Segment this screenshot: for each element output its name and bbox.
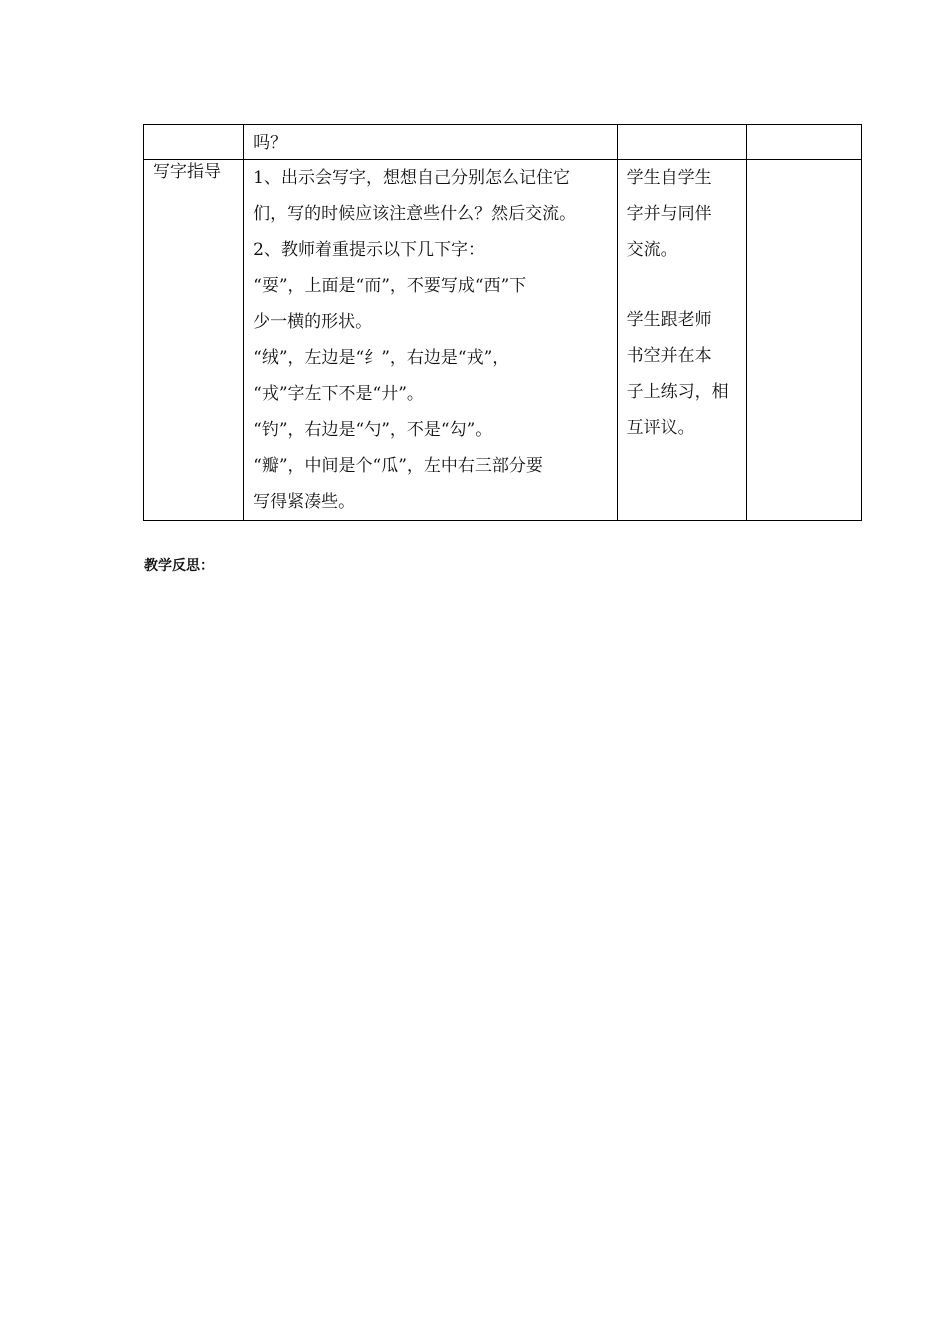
cell-note-empty [746,125,861,160]
lesson-plan-table [143,124,862,521]
cell-note-empty [746,160,861,521]
content-line: 写得紧凑些。 [253,492,356,512]
cell-label-empty [144,125,244,160]
content-line: 们，写的时候应该注意些什么？然后交流。 [253,204,577,224]
cell-content-continuation: 吗？ [244,125,618,160]
content-line: “耍”，上面是“而”，不要写成“西”下 [253,276,527,296]
content-line: “绒”，左边是“纟”，右边是“戎”， [253,348,510,368]
row-label: 写字指导 [153,162,221,182]
content-line: 1、出示会写字，想想自己分别怎么记住它 [253,168,570,188]
teaching-reflection-heading: 教学反思： [144,558,214,574]
content-line: “钓”，右边是“勺”，不是“勾”。 [253,420,493,440]
student-line: 字并与同伴 [626,204,712,224]
cell-student-activity [617,160,746,521]
content-line: 2、教师着重提示以下几下字： [253,240,485,260]
content-line: “戎”字左下不是“廾”。 [253,384,424,404]
student-line: 互评议。 [626,418,695,438]
table-row-continuation [144,125,862,160]
student-line: 子上练习，相 [626,382,729,402]
content-line: 少一横的形状。 [253,312,373,332]
spacer [627,268,737,302]
student-line: 交流。 [626,240,678,260]
student-line: 学生跟老师 [626,310,712,330]
student-line: 学生自学生 [626,168,712,188]
content-line: “瓣”，中间是个“瓜”，左中右三部分要 [253,456,543,476]
cell-teacher-activity [244,160,618,521]
cell-label-writing-guidance [144,160,244,521]
table-row-writing-guidance [144,160,862,521]
student-line: 书空并在本 [626,346,712,366]
cell-student-empty [617,125,746,160]
